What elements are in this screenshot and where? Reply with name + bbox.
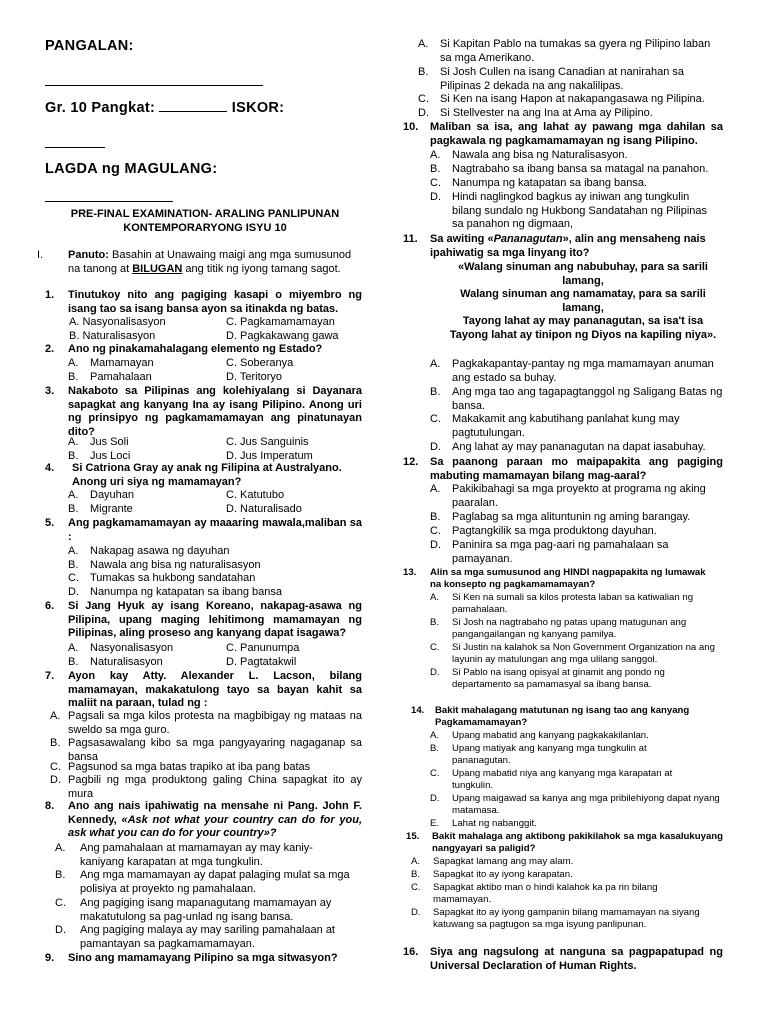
q9-option-b[interactable]: [418, 66, 723, 93]
q2-option-d[interactable]: D. Teritoryo: [226, 371, 283, 383]
option-text: Si Josh Cullen na isang Canadian at nanirahan sa Pilipinas 2 dekada na ang nakalilipas.: [440, 66, 684, 92]
question-quote: «Ask not what your country can do for you, ask what you can do for your country»?: [68, 813, 362, 840]
question-8: [45, 800, 362, 841]
question-text: Nakaboto sa Pilipinas ang kolehiyalang si Dayanara sapagkat ang kanyang Ina ay isang Pilipino. Anong uri ng prinsipyo ng pagkamamamayan ang pinatunayan dito?: [68, 385, 362, 438]
option-text: Ang pagiging malaya ay may sariling pamahalaan at pamantayan sa pagkamamamayan.: [80, 924, 335, 950]
option-letter: C.: [430, 525, 441, 537]
option-text: Upang matiyak ang kanyang mga tungkulin at pananagutan.: [452, 743, 647, 767]
question-6: [45, 600, 362, 641]
question-5: [45, 517, 362, 544]
option-letter: C.: [430, 177, 441, 189]
option-letter: D.: [430, 191, 441, 203]
q12-option-a[interactable]: [430, 483, 723, 510]
exam-title-line-1: PRE-FINAL EXAMINATION- ARALING PANLIPUNAN: [70, 208, 340, 220]
q5-option-c[interactable]: Tumakas sa hukbong sandatahan: [90, 572, 256, 584]
option-letter: D.: [430, 793, 440, 804]
option-letter: D.: [55, 924, 66, 936]
question-number: 8.: [45, 800, 55, 812]
question-text: Ano ang nais ipahiwatig na mensahe ni Pang. John F. Kennedy,: [68, 800, 362, 826]
option-text: Hindi naglingkod bagkus ay iniwan ang tungkulin bilang sundalo ng Hukbong Sandatahan ng Pilipinas sa panahon ng digmaan,: [452, 191, 708, 231]
q12-option-d[interactable]: [430, 539, 690, 566]
question-text: Siya ang nagsulong at nanguna sa pagpapatupad ng Universal Declaration of Human Rights.: [430, 946, 723, 972]
option-letter: A.: [430, 592, 440, 603]
section-blank: [159, 100, 227, 112]
question-text: Ang pagkamamamayan ay maaaring mawala,maliban sa :: [68, 517, 362, 543]
q13-option-b[interactable]: [430, 617, 720, 641]
q5-option-a[interactable]: Nakapag asawa ng dayuhan: [90, 545, 230, 557]
q4-option-a-letter: A.: [68, 489, 79, 501]
question-number: 12.: [403, 456, 419, 468]
q7-option-a[interactable]: [50, 710, 362, 737]
directions-text-1: Basahin at Unawaing maigi ang mga sumusunod na tanong at: [68, 249, 352, 275]
q13-option-d[interactable]: [430, 667, 675, 691]
question-number: 7.: [45, 670, 55, 682]
option-letter: D.: [430, 667, 440, 678]
question-number: 6.: [45, 600, 55, 612]
q11-lyrics: [443, 261, 723, 343]
question-1: [45, 289, 362, 316]
q6-option-b-letter: B.: [68, 656, 79, 668]
option-letter: A.: [430, 358, 441, 370]
option-text: Si Ken na sumali sa kilos protesta laban sa katiwalian ng pamahalaan.: [452, 592, 694, 616]
q12-option-c[interactable]: [430, 525, 723, 539]
q13-option-a[interactable]: [430, 592, 720, 616]
q3-option-b-letter: B.: [68, 450, 79, 462]
q7-option-d[interactable]: [50, 774, 362, 801]
option-text: Pagtangkilik sa mga produktong dayuhan.: [452, 525, 657, 537]
option-letter: A.: [430, 483, 441, 495]
option-letter: B.: [430, 163, 441, 175]
option-letter: B.: [430, 386, 441, 398]
q9-option-d[interactable]: [418, 107, 723, 121]
question-2: [45, 343, 362, 357]
q15-option-d[interactable]: [411, 907, 723, 931]
option-text: Ang pagiging isang mapanagutang mamamayan ay makatutulong sa pag-unlad ng isang bansa.: [80, 897, 332, 923]
option-text: Ang mga tao ang tagapagtanggol ng Saligang Batas ng bansa.: [452, 386, 723, 412]
q14-option-c[interactable]: [430, 768, 690, 792]
directions-text-2: ang titik ng iyong tamang sagot.: [185, 262, 341, 275]
question-number: 3.: [45, 385, 55, 397]
question-text: Bakit mahalaga ang aktibong pakikilahok sa mga kasalukuyang nangyayari sa paligid?: [432, 831, 723, 855]
q6-option-a-letter: A.: [68, 642, 79, 654]
q6-option-a[interactable]: Nasyonalisasyon: [90, 642, 174, 654]
q8-option-d[interactable]: [55, 924, 350, 951]
question-text: Si Catriona Gray ay anak ng Filipina at Australyano. Anong uri siya ng mamamayan?: [72, 462, 342, 488]
q14-option-a[interactable]: [430, 730, 720, 742]
option-text: Pagsali sa mga kilos protesta na magbibigay ng mataas na sweldo sa mga guro.: [68, 710, 362, 736]
option-text: Si Kapitan Pablo na tumakas sa gyera ng Pilipino laban sa mga Amerikano.: [440, 38, 711, 64]
name-blank: [45, 74, 263, 86]
q4-option-a[interactable]: Dayuhan: [90, 489, 135, 501]
option-letter: C.: [50, 761, 61, 773]
option-text: Ang pamahalaan at mamamayan ay may kaniy-kaniyang karapatan at mga tungkulin.: [80, 842, 313, 868]
option-text: Lahat ng nabanggit.: [452, 818, 537, 829]
q11-option-c[interactable]: [430, 413, 710, 440]
option-letter: A.: [430, 730, 440, 741]
q12-option-b[interactable]: [430, 511, 723, 525]
option-text: Pagsunod sa mga batas trapiko at iba pang batas: [68, 761, 311, 773]
q9-option-a[interactable]: [418, 38, 723, 65]
q11-option-b[interactable]: [430, 386, 723, 413]
score-label: ISKOR:: [231, 100, 285, 116]
q2-option-a-letter: A.: [68, 357, 79, 369]
q5-option-d[interactable]: Nanumpa ng katapatan sa ibang bansa: [90, 586, 283, 598]
option-letter: E.: [430, 818, 440, 829]
q3-option-b[interactable]: Jus Loci: [90, 450, 131, 462]
option-text: Upang mabatid ang kanyang pagkakakilanlan.: [452, 730, 649, 741]
question-text: Ayon kay Atty. Alexander L. Lacson, bilang mamamayan, makakatulong tayo sa bayan kahit sa maliit na paraan, tulad ng :: [68, 670, 362, 710]
q10-option-a[interactable]: [430, 149, 723, 163]
question-text: Sa awiting «: [430, 233, 494, 245]
option-letter: B.: [50, 737, 61, 749]
q3-option-d[interactable]: D. Jus Imperatum: [226, 450, 313, 462]
q8-option-b[interactable]: [55, 869, 350, 896]
q4-option-d[interactable]: D. Naturalisado: [226, 503, 302, 515]
option-text: Sapagkat lamang ang may alam.: [433, 856, 574, 867]
parent-sign-blank: [45, 190, 173, 202]
q14-option-e[interactable]: [430, 818, 720, 830]
option-text: Si Ken na isang Hapon at nakapangasawa ng Pilipina.: [440, 93, 705, 105]
option-text: Pakikibahagi sa mga proyekto at programa ng aking paaralan.: [452, 483, 706, 509]
question-16: [403, 946, 723, 973]
option-letter: C.: [430, 768, 440, 779]
exam-title: [55, 207, 355, 235]
option-text: Paglabag sa mga alituntunin ng aming barangay.: [452, 511, 691, 523]
q1-option-c[interactable]: C. Pagkamamamayan: [226, 316, 335, 328]
name-label: PANGALAN:: [45, 38, 134, 54]
question-text: Sa paanong paraan mo maipapakita ang pagiging mabuting mamamayan bilang mag-aaral?: [430, 456, 723, 482]
q10-option-b[interactable]: [430, 163, 723, 177]
grade-label: Gr. 10 Pangkat:: [45, 100, 156, 116]
question-9: [45, 952, 362, 966]
directions-label: Panuto:: [68, 249, 109, 261]
q5-option-d-letter: D.: [68, 586, 79, 598]
q5-option-b-letter: B.: [68, 559, 79, 571]
option-letter: A.: [418, 38, 429, 50]
q2-option-b-letter: B.: [68, 371, 79, 383]
question-12: [403, 456, 723, 483]
q14-option-d[interactable]: [430, 793, 720, 817]
option-text: Upang maigawad sa kanya ang mga pribilehiyong dapat nyang matamasa.: [452, 793, 720, 817]
grade-score-line: [45, 100, 284, 116]
q1-option-a[interactable]: A. Nasyonalisasyon: [69, 316, 166, 328]
song-title: Pananagutan: [493, 233, 563, 245]
q2-option-c[interactable]: C. Soberanya: [226, 357, 294, 369]
option-letter: A.: [430, 149, 441, 161]
q4-option-c[interactable]: C. Katutubo: [226, 489, 285, 501]
q8-option-c[interactable]: [55, 897, 350, 924]
question-text: Si Jang Hyuk ay isang Koreano, nakapag-asawa ng Pilipina, upang maging lehitimong mamamayan ng Pilipinas, aling proseso ang kanyang dapat isagawa?: [68, 600, 362, 640]
question-number: 2.: [45, 343, 55, 355]
q1-option-b[interactable]: B. Naturalisasyon: [69, 330, 156, 342]
q10-option-c[interactable]: [430, 177, 723, 191]
directions: [37, 249, 355, 276]
option-text: Sapagkat ito ay iyong gampanin bilang mamamayan na siyang katuwang sa pagtugon sa mga isyung panlipunan.: [433, 907, 700, 931]
option-letter: B.: [430, 617, 440, 628]
option-letter: D.: [418, 107, 429, 119]
question-number: 4.: [45, 462, 55, 474]
question-number: 15.: [406, 831, 420, 842]
option-letter: C.: [430, 642, 440, 653]
q3-option-a-letter: A.: [68, 436, 79, 448]
q14-option-b[interactable]: [430, 743, 680, 767]
q6-option-b[interactable]: Naturalisasyon: [90, 656, 163, 668]
question-number: 1.: [45, 289, 55, 301]
option-text: Pagbili ng mga produktong galing China sapagkat ito ay mura: [68, 774, 362, 800]
q13-option-c[interactable]: [430, 642, 723, 666]
question-4: [45, 462, 362, 489]
option-letter: D.: [430, 441, 441, 453]
option-letter: C.: [418, 93, 429, 105]
question-text: Ano ng pinakamahalagang elemento ng Estado?: [68, 343, 323, 355]
q11-option-a[interactable]: [430, 358, 723, 385]
option-letter: B.: [418, 66, 429, 78]
question-text: Bakit mahalagang matutunan ng isang tao ang kanyang Pagkamamamayan?: [435, 705, 690, 729]
question-10: [403, 121, 723, 148]
q15-option-b[interactable]: [411, 869, 721, 881]
option-letter: C.: [411, 882, 421, 893]
directions-emphasis: BILUGAN: [132, 262, 183, 275]
q11-option-d[interactable]: [430, 441, 723, 455]
q9-option-c[interactable]: [418, 93, 723, 107]
lyric-line: Tayong lahat ay may pananagutan, sa isa't isa: [462, 315, 704, 328]
exam-title-line-2: KONTEMPORARYONG ISYU 10: [123, 222, 287, 234]
option-letter: D.: [430, 539, 441, 551]
question-number: 9.: [45, 952, 55, 964]
q2-option-a[interactable]: Mamamayan: [90, 357, 154, 369]
question-15: [406, 831, 723, 855]
question-number: 16.: [403, 946, 419, 958]
option-letter: A.: [50, 710, 61, 722]
option-letter: D.: [50, 774, 61, 786]
option-text: Pagsasawalang kibo sa mga pangyayaring nagaganap sa bansa: [68, 737, 362, 763]
option-text: Sapagkat aktibo man o hindi kalahok ka pa rin bilang mamamayan.: [433, 882, 658, 906]
question-11: [403, 233, 723, 260]
question-text: Tinutukoy nito ang pagiging kasapi o miyembro ng isang tao sa isang bansa ayon sa itinakda ng batas.: [68, 289, 362, 315]
option-text: Upang mabatid niya ang kanyang mga karapatan at tungkulin.: [452, 768, 673, 792]
option-text: Pagkakapantay-pantay ng mga mamamayan anuman ang estado sa buhay.: [452, 358, 714, 384]
q7-option-c[interactable]: [50, 761, 362, 775]
option-letter: B.: [55, 869, 66, 881]
lyric-line: Tayong lahat ay tinipon ng Diyos na kapiling niya».: [449, 328, 717, 341]
q2-option-b[interactable]: Pamahalaan: [90, 371, 152, 383]
question-number: 11.: [403, 233, 418, 245]
option-letter: A.: [55, 842, 66, 854]
question-number: 14.: [411, 705, 425, 716]
q3-option-c[interactable]: C. Jus Sanguinis: [226, 436, 309, 448]
q8-option-a[interactable]: [55, 842, 345, 869]
q6-option-c[interactable]: C. Panunumpa: [226, 642, 300, 654]
option-text: Makakamit ang kabutihang panlahat kung may pagtutulungan.: [452, 413, 680, 439]
option-letter: B.: [430, 743, 440, 754]
q15-option-c[interactable]: [411, 882, 701, 906]
option-text: Nagtrabaho sa ibang bansa sa matagal na panahon.: [452, 163, 709, 175]
option-text: Si Josh na nagtrabaho ng patas upang matugunan ang pangangailangan ng kanyang pamilya.: [452, 617, 687, 641]
option-text: Paninira sa mga pag-aari ng pamahalaan sa pamayanan.: [452, 539, 669, 565]
question-number: 5.: [45, 517, 55, 529]
option-text: Si Stellvester na ang Ina at Ama ay Pilipino.: [440, 107, 653, 119]
question-text: Sino ang mamamayang Pilipino sa mga sitwasyon?: [68, 952, 338, 964]
option-text: Si Justin na kalahok sa Non Government Organization na ang layunin ay matulungan ang mga ulilang sanggol.: [452, 642, 715, 666]
option-letter: B.: [430, 511, 441, 523]
option-letter: B.: [411, 869, 421, 880]
option-letter: D.: [411, 907, 421, 918]
q6-option-d[interactable]: D. Pagtatakwil: [226, 656, 297, 668]
option-text: Nawala ang bisa ng Naturalisasyon.: [452, 149, 628, 161]
question-3: [45, 385, 362, 439]
option-letter: C.: [55, 897, 66, 909]
q3-option-a[interactable]: Jus Soli: [90, 436, 129, 448]
q15-option-a[interactable]: [411, 856, 721, 868]
question-text: Alin sa mga sumusunod ang HINDI nagpapakita ng lumawak na konsepto ng pagkamamamayan?: [430, 567, 706, 591]
question-13: [403, 567, 713, 591]
q10-option-d[interactable]: [430, 191, 715, 232]
q1-option-d[interactable]: D. Pagkakawang gawa: [226, 330, 339, 342]
score-blank: [45, 136, 105, 148]
q4-option-b[interactable]: Migrante: [90, 503, 133, 515]
q5-option-c-letter: C.: [68, 572, 79, 584]
question-text-cont: », alin ang mensaheng nais ipahiwatig sa mga linyang ito?: [430, 233, 706, 259]
option-text: Ang lahat ay may pananagutan na dapat iasabuhay.: [452, 441, 706, 453]
question-7: [45, 670, 362, 711]
option-letter: A.: [411, 856, 421, 867]
question-number: 10.: [403, 121, 419, 133]
lyric-line: «Walang sinuman ang nabubuhay, para sa sarili lamang,: [457, 261, 708, 287]
option-text: Ang mga mamamayan ay dapat palaging mulat sa mga polisiya at proyekto ng pamahalaan.: [80, 869, 350, 895]
q4-option-b-letter: B.: [68, 503, 79, 515]
option-text: Nanumpa ng katapatan sa ibang bansa.: [452, 177, 648, 189]
question-number: 13.: [403, 567, 417, 578]
question-text: Maliban sa isa, ang lahat ay pawang mga dahilan sa pagkawala ng pagkamamamayan ng isang Pilipino.: [430, 121, 723, 147]
parent-sign-label: LAGDA ng MAGULANG:: [45, 161, 218, 177]
lyric-line: Walang sinuman ang namamatay, para sa sarili lamang,: [460, 288, 706, 314]
q5-option-b[interactable]: Nawala ang bisa ng naturalisasyon: [90, 559, 261, 571]
question-14: [411, 705, 723, 729]
option-text: Si Pablo na isang opisyal at ginamit ang pondo ng departamento sa pamamasyal sa ibang bansa.: [452, 667, 665, 691]
option-letter: C.: [430, 413, 441, 425]
q5-option-a-letter: A.: [68, 545, 79, 557]
section-numeral: I.: [37, 249, 44, 261]
option-text: Sapagkat ito ay iyong karapatan.: [433, 869, 573, 880]
